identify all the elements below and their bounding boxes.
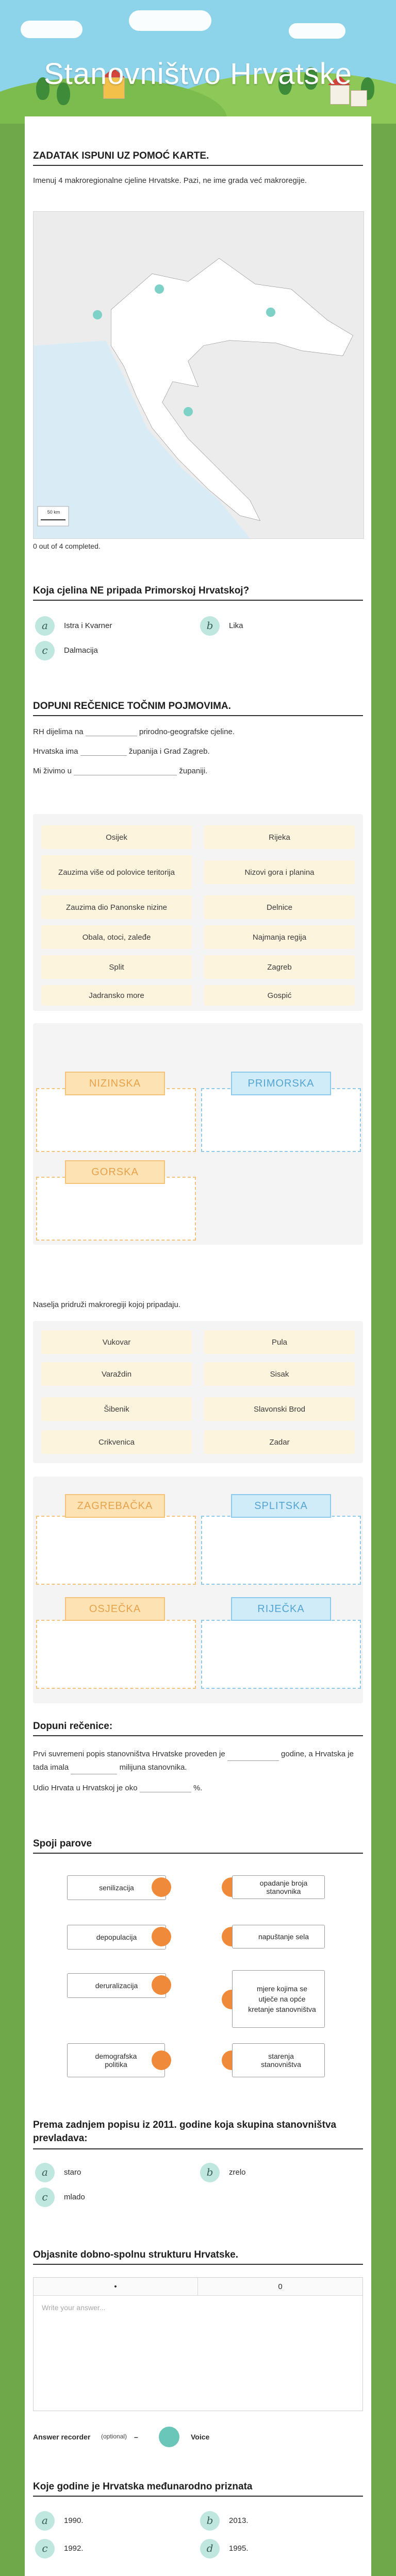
- q5-instruction: Naselja pridruži makroregiji kojoj pripadaju.: [33, 1300, 180, 1309]
- cloud: [21, 21, 82, 38]
- option-letter-c: c: [35, 641, 55, 660]
- drop-zone-splitska[interactable]: [201, 1516, 361, 1585]
- match-right-item[interactable]: opadanje broja stanovnika: [232, 1875, 325, 1899]
- option-label: 1990.: [64, 2516, 84, 2525]
- q10-option-b[interactable]: [200, 2511, 344, 2532]
- match-dot-left[interactable]: [152, 1927, 171, 1946]
- croatia-map: [34, 212, 364, 538]
- recorder-dash: –: [134, 2433, 138, 2441]
- sentence-text: milijuna stanovnika.: [119, 1763, 187, 1772]
- q7-heading: Spoji parove: [33, 1838, 363, 1854]
- recorder-optional: (optional): [101, 2433, 127, 2440]
- drag-card[interactable]: Obala, otoci, zaleđe: [41, 925, 192, 949]
- voice-label: Voice: [191, 2433, 210, 2441]
- q6-heading: Dopuni rečenice:: [33, 1721, 363, 1736]
- match-left-item[interactable]: senilizacija: [67, 1875, 166, 1900]
- drop-zone-nizinska[interactable]: [36, 1088, 196, 1152]
- toolbar-col-2[interactable]: 0: [278, 2282, 283, 2291]
- sentence-text: županiji.: [179, 767, 208, 775]
- zone-label-splitska: SPLITSKA: [231, 1494, 331, 1518]
- q10-option-d[interactable]: [200, 2539, 344, 2560]
- q9-heading: Objasnite dobno-spolnu strukturu Hrvatske.: [33, 2249, 363, 2265]
- cloud: [129, 10, 211, 31]
- sentence-text: Prvi suvremeni popis stanovništva Hrvatske proveden je: [33, 1750, 225, 1758]
- drop-zone-zagrebacka[interactable]: [36, 1516, 196, 1585]
- match-left-item[interactable]: demografska politika: [67, 2043, 165, 2077]
- drag-card[interactable]: Zadar: [204, 1430, 355, 1454]
- blank-input[interactable]: [140, 1784, 191, 1792]
- zone-label-rijecka: RIJEČKA: [231, 1597, 331, 1621]
- blank-input[interactable]: [80, 747, 127, 756]
- match-dot-left[interactable]: [152, 1975, 171, 1995]
- drop-zone-primorska[interactable]: [201, 1088, 361, 1152]
- sentence-text: Mi živimo u: [33, 767, 72, 775]
- drag-card[interactable]: Crikvenica: [41, 1430, 192, 1454]
- cloud: [289, 23, 345, 39]
- option-letter-b: b: [200, 2511, 220, 2531]
- zone-label-nizinska: NIZINSKA: [65, 1072, 165, 1095]
- house-icon: [351, 90, 367, 107]
- drop-zone-gorska[interactable]: [36, 1177, 196, 1241]
- drag-card[interactable]: Rijeka: [204, 825, 355, 849]
- map-marker[interactable]: [93, 310, 102, 319]
- map-marker[interactable]: [184, 407, 193, 416]
- zone-label-osjecka: OSJEČKA: [65, 1597, 165, 1621]
- page-title: Stanovništvo Hrvatske: [43, 57, 353, 91]
- q6-line-1: [33, 1748, 358, 1774]
- option-label: staro: [64, 2168, 81, 2177]
- voice-record-button[interactable]: [159, 2427, 179, 2447]
- toolbar-col-1[interactable]: •: [114, 2282, 117, 2291]
- drag-card[interactable]: Split: [41, 955, 192, 979]
- option-letter-c: c: [35, 2539, 55, 2558]
- match-dot-left[interactable]: [152, 2050, 171, 2070]
- match-dot-left[interactable]: [152, 1877, 171, 1897]
- option-label: 1992.: [64, 2544, 84, 2553]
- sentence-text: županija i Grad Zagreb.: [128, 747, 210, 756]
- q8-option-c[interactable]: [35, 2188, 179, 2208]
- q2-option-b[interactable]: [200, 616, 344, 637]
- option-label: Lika: [229, 621, 243, 630]
- map-marker[interactable]: [266, 308, 275, 317]
- map: [33, 211, 364, 539]
- zone-label-gorska: GORSKA: [65, 1160, 165, 1184]
- option-letter-c: c: [35, 2188, 55, 2207]
- q1-progress: 0 out of 4 completed.: [33, 542, 101, 550]
- option-label: zrelo: [229, 2168, 246, 2177]
- q3-sentence-3: [33, 767, 207, 775]
- drop-zone-osjecka[interactable]: [36, 1620, 196, 1689]
- option-letter-d: d: [200, 2539, 220, 2558]
- match-left-item[interactable]: deruralizacija: [67, 1973, 166, 1998]
- option-label: Istra i Kvarner: [64, 621, 112, 630]
- option-label: Dalmacija: [64, 646, 98, 655]
- drag-card[interactable]: Nizovi gora i planina: [204, 860, 355, 884]
- drag-card[interactable]: Pula: [204, 1330, 355, 1354]
- q1-instruction: Imenuj 4 makroregionalne cjeline Hrvatske. Pazi, ne ime grada već makroregije.: [33, 176, 307, 185]
- q3-sentence-1: [33, 727, 235, 736]
- drag-card[interactable]: Vukovar: [41, 1330, 192, 1354]
- sentence-text: Udio Hrvata u Hrvatskoj je oko: [33, 1784, 138, 1792]
- option-letter-b: b: [200, 616, 220, 636]
- q2-option-c[interactable]: [35, 641, 179, 662]
- drag-card[interactable]: Zauzima dio Panonske nizine: [41, 895, 192, 919]
- sentence-text: Hrvatska ima: [33, 747, 78, 756]
- sentence-text: godine, a Hrvatska je tada imala: [33, 1750, 354, 1772]
- q3-sentence-2: [33, 747, 210, 756]
- drag-card[interactable]: Gospić: [204, 985, 355, 1006]
- q10-option-c[interactable]: [35, 2539, 179, 2560]
- match-right-item[interactable]: starenja stanovništva: [232, 2043, 325, 2077]
- blank-input[interactable]: [74, 767, 177, 775]
- zone-label-primorska: PRIMORSKA: [231, 1072, 331, 1095]
- blank-input[interactable]: [71, 1766, 117, 1774]
- option-label: mlado: [64, 2193, 85, 2201]
- match-right-item[interactable]: mjere kojima se utječe na opće kretanje stanovništva: [232, 1970, 325, 2028]
- drag-card[interactable]: Najmanja regija: [204, 925, 355, 949]
- drag-card[interactable]: Varaždin: [41, 1362, 192, 1386]
- q8-heading: Prema zadnjem popisu iz 2011. godine koja skupina stanovništva prevladava:: [33, 2119, 363, 2149]
- option-letter-b: b: [200, 2163, 220, 2182]
- answer-toolbar: [34, 2278, 362, 2296]
- answer-recorder: [33, 2427, 270, 2447]
- option-label: 2013.: [229, 2516, 249, 2525]
- answer-textarea[interactable]: Write your answer...: [42, 2303, 106, 2312]
- blank-input[interactable]: [227, 1752, 279, 1761]
- answer-box: [33, 2277, 363, 2411]
- map-scale-label: 50 km: [47, 510, 60, 515]
- recorder-label: Answer recorder: [33, 2433, 91, 2441]
- drag-card[interactable]: Delnice: [204, 895, 355, 919]
- sentence-text: %.: [193, 1784, 203, 1792]
- drag-card[interactable]: Zauzima više od polovice teritorija: [41, 855, 192, 889]
- drag-card[interactable]: Slavonski Brod: [204, 1397, 355, 1421]
- q3-heading: DOPUNI REČENICE TOČNIM POJMOVIMA.: [33, 701, 363, 716]
- match-left-item[interactable]: depopulacija: [67, 1925, 166, 1950]
- q8-option-a[interactable]: [35, 2163, 179, 2183]
- drag-card[interactable]: Šibenik: [41, 1397, 192, 1421]
- q2-heading: Koja cjelina NE pripada Primorskoj Hrvatskoj?: [33, 585, 363, 601]
- option-letter-a: a: [35, 2511, 55, 2531]
- option-label: 1995.: [229, 2544, 249, 2553]
- q8-option-b[interactable]: [200, 2163, 344, 2183]
- drag-card[interactable]: Osijek: [41, 825, 192, 849]
- option-letter-a: a: [35, 616, 55, 636]
- sentence-text: RH dijelima na: [33, 727, 84, 736]
- drag-card[interactable]: Jadransko more: [41, 985, 192, 1006]
- q1-heading: ZADATAK ISPUNI UZ POMOĆ KARTE.: [33, 150, 363, 166]
- drag-card[interactable]: Sisak: [204, 1362, 355, 1386]
- drop-zone-rijecka[interactable]: [201, 1620, 361, 1689]
- q2-option-a[interactable]: [35, 616, 179, 637]
- q10-option-a[interactable]: [35, 2511, 179, 2532]
- map-marker[interactable]: [155, 284, 164, 294]
- q6-line-2: [33, 1784, 202, 1792]
- drag-card[interactable]: Zagreb: [204, 955, 355, 979]
- q10-heading: Koje godine je Hrvatska međunarodno priznata: [33, 2481, 363, 2497]
- option-letter-a: a: [35, 2163, 55, 2182]
- match-right-item[interactable]: napuštanje sela: [232, 1925, 325, 1948]
- sentence-text: prirodno-geografske cjeline.: [139, 727, 235, 736]
- blank-input[interactable]: [86, 727, 137, 736]
- zone-label-zagrebacka: ZAGREBAČKA: [65, 1494, 165, 1518]
